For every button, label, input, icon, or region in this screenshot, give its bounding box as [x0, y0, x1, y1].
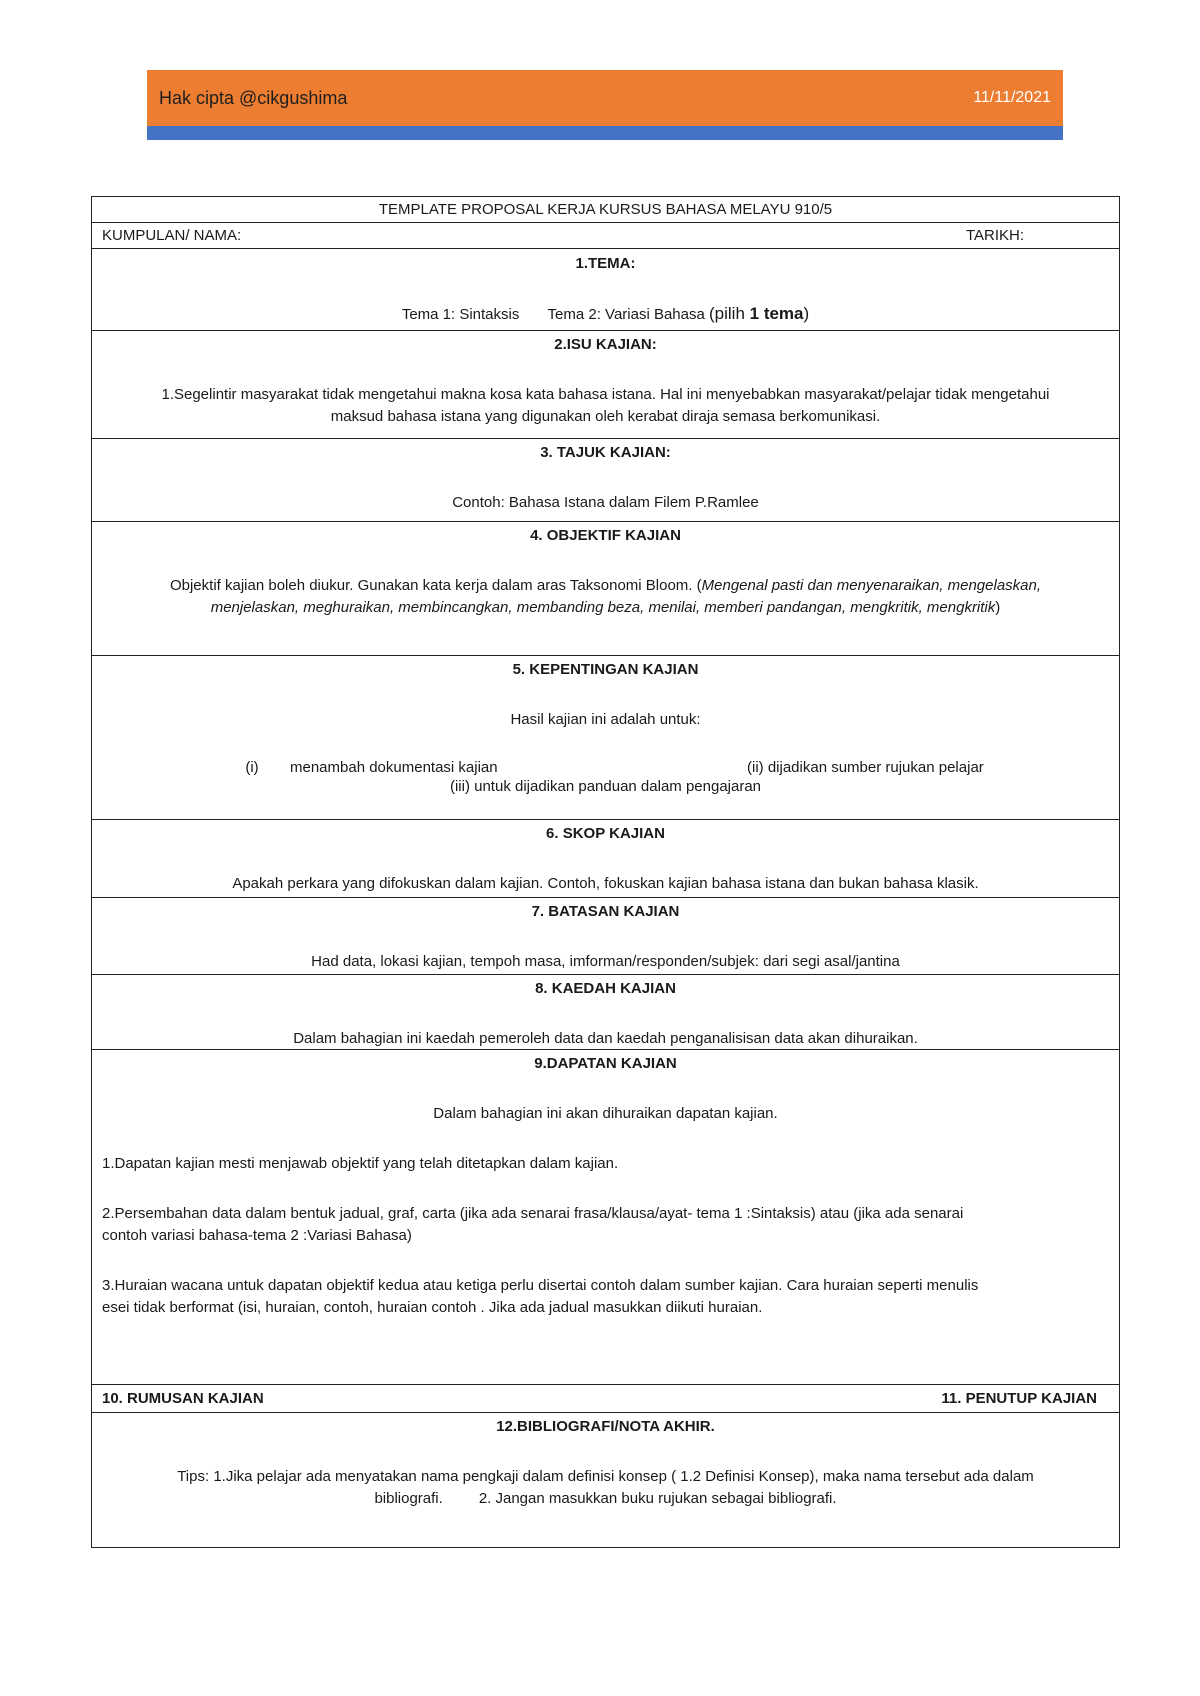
skop-heading: 6. SKOP KAJIAN: [546, 825, 665, 842]
tajuk-section: [92, 439, 1119, 522]
dapatan-heading: 9.DAPATAN KAJIAN: [534, 1055, 677, 1072]
kepentingan-item-1-num: (i): [245, 759, 259, 776]
isu-heading: 2.ISU KAJIAN:: [554, 336, 657, 353]
batasan-heading: 7. BATASAN KAJIAN: [531, 903, 680, 920]
header-strip: [147, 126, 1063, 140]
isu-line-1: 1.Segelintir masyarakat tidak mengetahui makna kosa kata bahasa istana. Hal ini menyebabkan masyarakat/pelajar tidak mengetahui: [161, 386, 1050, 403]
tema-option-1: Tema 1: Sintaksis: [401, 306, 520, 323]
skop-text: Apakah perkara yang difokuskan dalam kajian. Contoh, fokuskan kajian bahasa istana dan bukan bahasa klasik.: [232, 875, 979, 892]
kepentingan-intro: Hasil kajian ini adalah untuk:: [510, 711, 701, 728]
kumpulan-row: [92, 223, 1119, 249]
kumpulan-label: KUMPULAN/ NAMA:: [102, 227, 242, 244]
kepentingan-item-1: menambah dokumentasi kajian: [290, 759, 498, 776]
tema-section: [92, 249, 1119, 331]
objektif-line-1: Objektif kajian boleh diukur. Gunakan kata kerja dalam aras Taksonomi Bloom. (Mengenal pasti dan menyenaraikan, mengelaskan,: [169, 577, 1042, 594]
dapatan-point-3-line-2: esei tidak berformat (isi, huraian, contoh, huraian contoh . Jika ada jadual masukkan diikuti huraian.: [102, 1299, 763, 1316]
form-title-row: [92, 197, 1119, 223]
penutup-label: 11. PENUTUP KAJIAN: [941, 1390, 1097, 1407]
biblio-line-2: bibliografi. 2. Jangan masukkan buku rujukan sebagai bibliografi.: [374, 1490, 837, 1507]
rumusan-penutup-row: [92, 1385, 1119, 1413]
tema-options: [92, 303, 1119, 326]
tema-heading: 1.TEMA:: [575, 255, 636, 272]
batasan-text: Had data, lokasi kajian, tempoh masa, imforman/responden/subjek: dari segi asal/jantina: [311, 953, 900, 970]
objektif-section: [92, 522, 1119, 656]
kaedah-section: [92, 975, 1119, 1050]
objektif-line-2: menjelaskan, meghuraikan, membincangkan, membanding beza, menilai, memberi pandangan, mengkritik, mengkritik): [210, 599, 1001, 616]
dapatan-intro: Dalam bahagian ini akan dihuraikan dapatan kajian.: [433, 1105, 778, 1122]
dapatan-point-1: 1.Dapatan kajian mesti menjawab objektif yang telah ditetapkan dalam kajian.: [102, 1155, 619, 1172]
dapatan-point-2-line-1: 2.Persembahan data dalam bentuk jadual, graf, carta (jika ada senarai frasa/klausa/ayat- tema 1 :Sintaksis) atau (jika ada senarai: [102, 1205, 964, 1222]
kepentingan-items-row: [92, 759, 1119, 776]
dapatan-point-2-line-2: contoh variasi bahasa-tema 2 :Variasi Bahasa): [102, 1227, 412, 1244]
batasan-section: [92, 898, 1119, 975]
kepentingan-item-3: (iii) untuk dijadikan panduan dalam pengajaran: [449, 778, 762, 795]
skop-section: [92, 820, 1119, 898]
header-band: [147, 70, 1063, 126]
tarikh-label: TARIKH:: [965, 227, 1024, 244]
dapatan-section: [92, 1050, 1119, 1385]
kaedah-heading: 8. KAEDAH KAJIAN: [535, 980, 676, 997]
biblio-heading: 12.BIBLIOGRAFI/NOTA AKHIR.: [496, 1418, 715, 1435]
tajuk-heading: 3. TAJUK KAJIAN:: [540, 444, 671, 461]
objektif-heading: 4. OBJEKTIF KAJIAN: [530, 527, 681, 544]
biblio-section: [92, 1413, 1119, 1548]
isu-line-2: maksud bahasa istana yang digunakan oleh kerabat diraja semasa berkomunikasi.: [330, 408, 881, 425]
kepentingan-heading: 5. KEPENTINGAN KAJIAN: [512, 661, 699, 678]
copyright-text: Hak cipta @cikgushima: [159, 87, 348, 108]
dapatan-point-3-line-1: 3.Huraian wacana untuk dapatan objektif kedua atau ketiga perlu disertai contoh dalam sumber kajian. Cara huraian seperti menulis: [102, 1277, 979, 1294]
form-title: TEMPLATE PROPOSAL KERJA KURSUS BAHASA MELAYU 910/5: [378, 201, 833, 218]
rumusan-label: 10. RUMUSAN KAJIAN: [102, 1390, 264, 1407]
biblio-line-1: Tips: 1.Jika pelajar ada menyatakan nama pengkaji dalam definisi konsep ( 1.2 Definisi Konsep), maka nama tersebut ada dalam: [177, 1468, 1034, 1485]
kepentingan-section: [92, 656, 1119, 820]
kaedah-text: Dalam bahagian ini kaedah pemeroleh data dan kaedah penganalisisan data akan dihuraikan.: [293, 1030, 918, 1047]
proposal-form: [91, 196, 1120, 1548]
kepentingan-item-2: (ii) dijadikan sumber rujukan pelajar: [747, 759, 984, 776]
tajuk-example: Contoh: Bahasa Istana dalam Filem P.Ramlee: [452, 494, 759, 511]
pilih-note: (pilih 1 tema): [709, 304, 810, 323]
header-date: 11/11/2021: [973, 89, 1051, 106]
isu-section: [92, 331, 1119, 439]
tema-option-2: Tema 2: Variasi Bahasa: [547, 306, 705, 323]
